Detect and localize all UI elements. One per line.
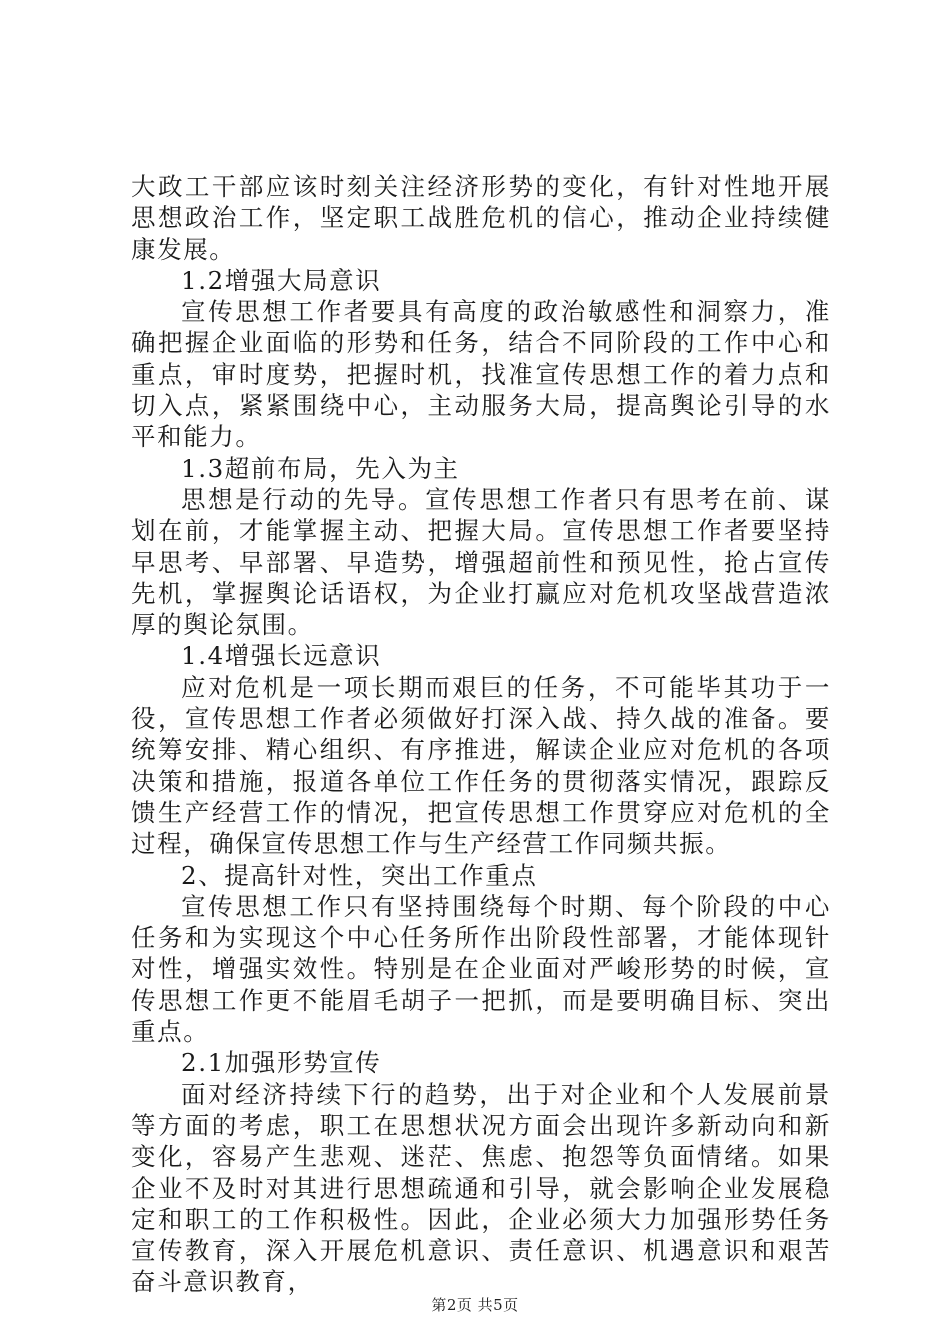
body-paragraph: 面对经济持续下行的趋势，出于对企业和个人发展前景等方面的考虑，职工在思想状况方面会出现许多新动向和新变化，容易产生悲观、迷茫、焦虑、抱怨等负面情绪。如果企业不及时对其进行思想疏通和引导，就会影响企业发展稳定和职工的工作积极性。因此，企业必须大力加强形势任务宣传教育，深入开展危机意识、责任意识、机遇意识和艰苦奋斗意识教育，	[131, 1079, 831, 1297]
document-body	[131, 171, 831, 1298]
body-paragraph: 思想是行动的先导。宣传思想工作者只有思考在前、谋划在前，才能掌握主动、把握大局。宣传思想工作者要坚持早思考、早部署、早造势，增强超前性和预见性，抢占宣传先机，掌握舆论话语权，为企业打赢应对危机攻坚战营造浓厚的舆论氛围。	[131, 484, 831, 640]
section-heading: 1.2增强大局意识	[181, 265, 382, 295]
section-heading: 1.3超前布局，先入为主	[181, 453, 460, 483]
page-number-footer: 第2页 共5页	[431, 1296, 519, 1314]
body-paragraph: 宣传思想工作者要具有高度的政治敏感性和洞察力，准确把握企业面临的形势和任务，结合不同阶段的工作中心和重点，审时度势，把握时机，找准宣传思想工作的着力点和切入点，紧紧围绕中心，主动服务大局，提高舆论引导的水平和能力。	[131, 297, 831, 452]
body-paragraph: 大政工干部应该时刻关注经济形势的变化，有针对性地开展思想政治工作，坚定职工战胜危机的信心，推动企业持续健康发展。	[131, 172, 831, 264]
body-paragraph: 应对危机是一项长期而艰巨的任务，不可能毕其功于一役，宣传思想工作者必须做好打深入战、持久战的准备。要统筹安排、精心组织、有序推进，解读企业应对危机的各项决策和措施，报道各单位工作任务的贯彻落实情况，跟踪反馈生产经营工作的情况，把宣传思想工作贯穿应对危机的全过程，确保宣传思想工作与生产经营工作同频共振。	[131, 672, 831, 859]
section-heading: 2、提高针对性，突出工作重点	[181, 860, 538, 890]
section-heading: 1.4增强长远意识	[181, 641, 382, 671]
body-paragraph: 宣传思想工作只有坚持围绕每个时期、每个阶段的中心任务和为实现这个中心任务所作出阶段性部署，才能体现针对性，增强实效性。特别是在企业面对严峻形势的时候，宣传思想工作更不能眉毛胡子一把抓，而是要明确目标、突出重点。	[131, 891, 831, 1047]
section-heading: 2.1加强形势宣传	[181, 1048, 382, 1078]
